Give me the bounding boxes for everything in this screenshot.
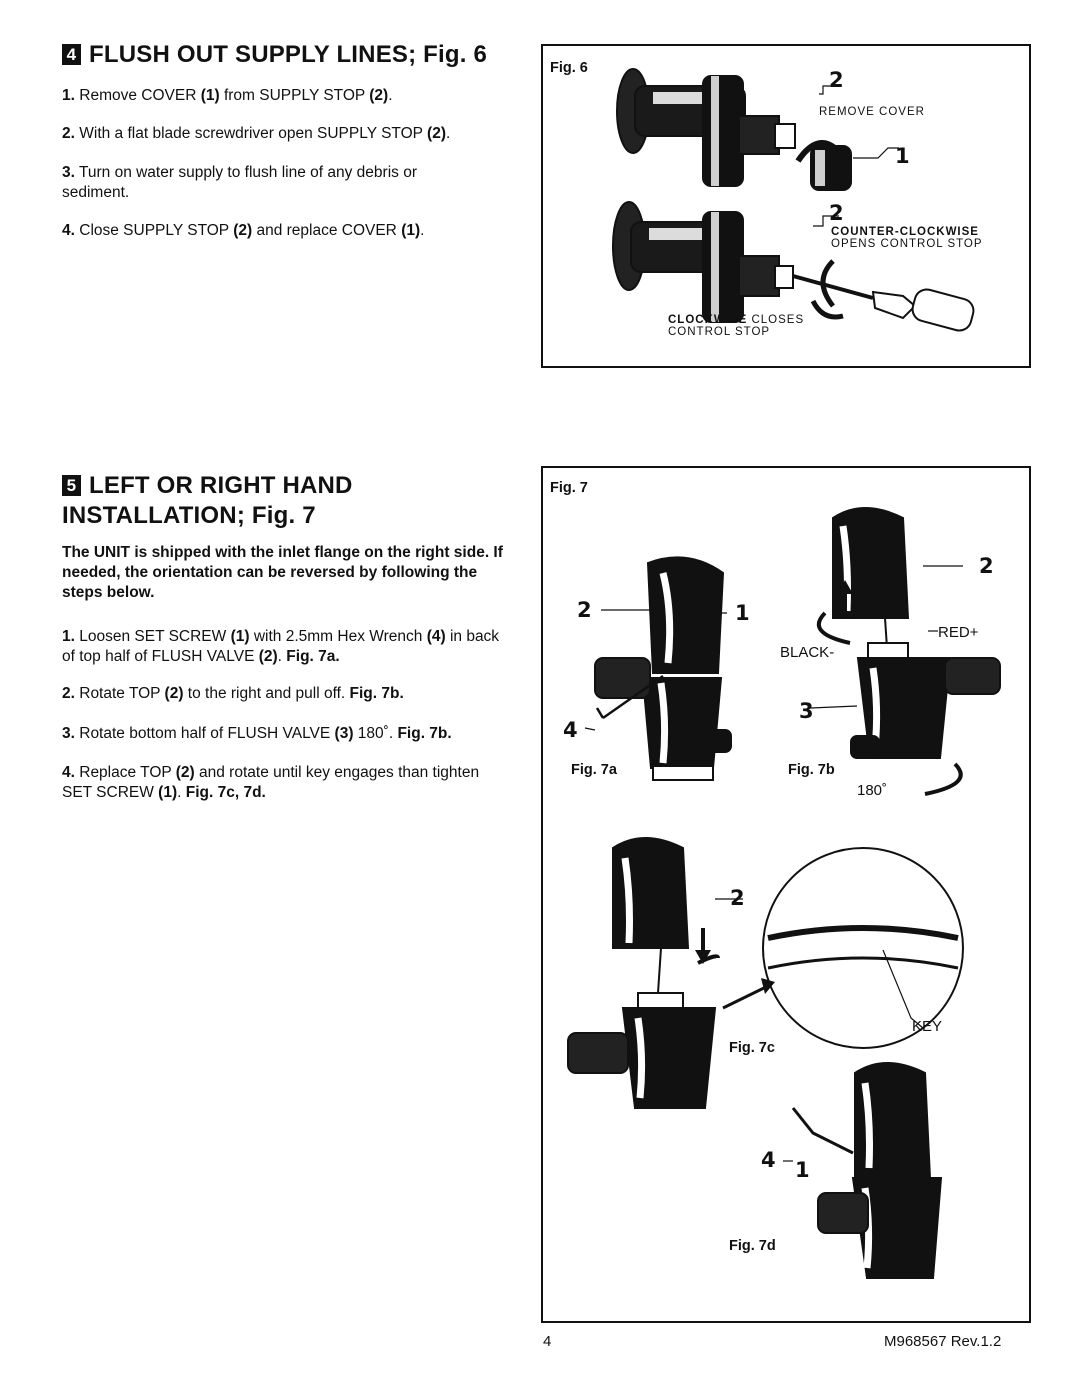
section-4-heading [62, 40, 487, 70]
fig-6-label: Fig. 6 [550, 60, 588, 76]
section-5-step-2: 2. Rotate TOP (2) to the right and pull off. Fig. 7b. [62, 685, 404, 702]
fig-7b-callout-3: 3 [799, 699, 814, 723]
fig-7b-black-label: BLACK- [780, 644, 835, 661]
fig-7d-callout-4: 4 [761, 1148, 776, 1172]
section-5-title-line-1: LEFT OR RIGHT HAND [89, 472, 353, 499]
fig-7a-callout-2: 2 [577, 598, 592, 622]
fig-6-box [541, 44, 1031, 368]
section-5-step-1: 1. Loosen SET SCREW (1) with 2.5mm Hex Wrench (4) in back of top half of FLUSH VALVE (2). Fig. 7a. [62, 628, 500, 665]
fig-7b-valve-illustration [819, 508, 1000, 794]
fig-7-label: Fig. 7 [550, 480, 588, 496]
fig-7d-valve-illustration [793, 1063, 941, 1278]
section-4-step-4: 4. Close SUPPLY STOP (2) and replace COVER (1). [62, 222, 425, 239]
section-5-intro: The UNIT is shipped with the inlet flange on the right side. If needed, the orientation can be reversed by following the steps below. [62, 544, 503, 601]
fig-6-callout-2-bottom: 2 [829, 201, 844, 225]
fig-7b-callout-2: 2 [979, 554, 994, 578]
fig-6-cw-label: CLOCKWISE CLOSES CONTROL STOP [668, 314, 805, 338]
fig-7c-callout-2: 2 [730, 886, 745, 910]
fig-7b-label: Fig. 7b [788, 762, 835, 778]
fig-7b-180-degrees: 180˚ [857, 782, 888, 799]
fig-7c-label: Fig. 7c [729, 1040, 775, 1056]
section-4-step-2: 2. With a flat blade screwdriver open SUPPLY STOP (2). [62, 125, 451, 142]
fig-7-box [541, 466, 1031, 1323]
section-5-step-3: 3. Rotate bottom half of FLUSH VALVE (3) 180˚. Fig. 7b. [62, 725, 452, 742]
section-4-number: 4 [62, 44, 81, 65]
page-number: 4 [543, 1333, 552, 1350]
section-5-heading [62, 471, 353, 531]
fig-7a-valve-illustration [595, 557, 731, 780]
section-5-step-4: 4. Replace TOP (2) and rotate until key engages than tighten SET SCREW (1). Fig. 7c, 7d. [62, 764, 480, 801]
fig-7-illustration [543, 468, 1029, 1321]
supply-stop-upper-illustration [617, 69, 851, 190]
section-4-title: FLUSH OUT SUPPLY LINES; Fig. 6 [89, 41, 488, 68]
section-5-title-line-2: INSTALLATION; Fig. 7 [62, 502, 316, 529]
document-revision: M968567 Rev.1.2 [884, 1333, 1002, 1350]
fig-7d-label: Fig. 7d [729, 1238, 776, 1254]
fig-6-ccw-label: COUNTER-CLOCKWISE OPENS CONTROL STOP [831, 226, 983, 250]
fig-7d-callout-1: 1 [795, 1158, 810, 1182]
fig-6-remove-cover: REMOVE COVER [819, 106, 925, 118]
section-5-number: 5 [62, 475, 81, 496]
section-4-step-3: 3. Turn on water supply to flush line of any debris or sediment. [62, 164, 417, 201]
fig-7a-callout-1: 1 [735, 601, 750, 625]
fig-7b-red-label: RED+ [938, 624, 979, 641]
fig-7a-label: Fig. 7a [571, 762, 617, 778]
section-4-step-1: 1. Remove COVER (1) from SUPPLY STOP (2). [62, 87, 393, 104]
fig-7c-key-label: KEY [912, 1018, 943, 1035]
fig-6-callout-2-top: 2 [829, 68, 844, 92]
fig-7a-callout-4: 4 [563, 718, 578, 742]
fig-6-callout-1: 1 [895, 144, 910, 168]
